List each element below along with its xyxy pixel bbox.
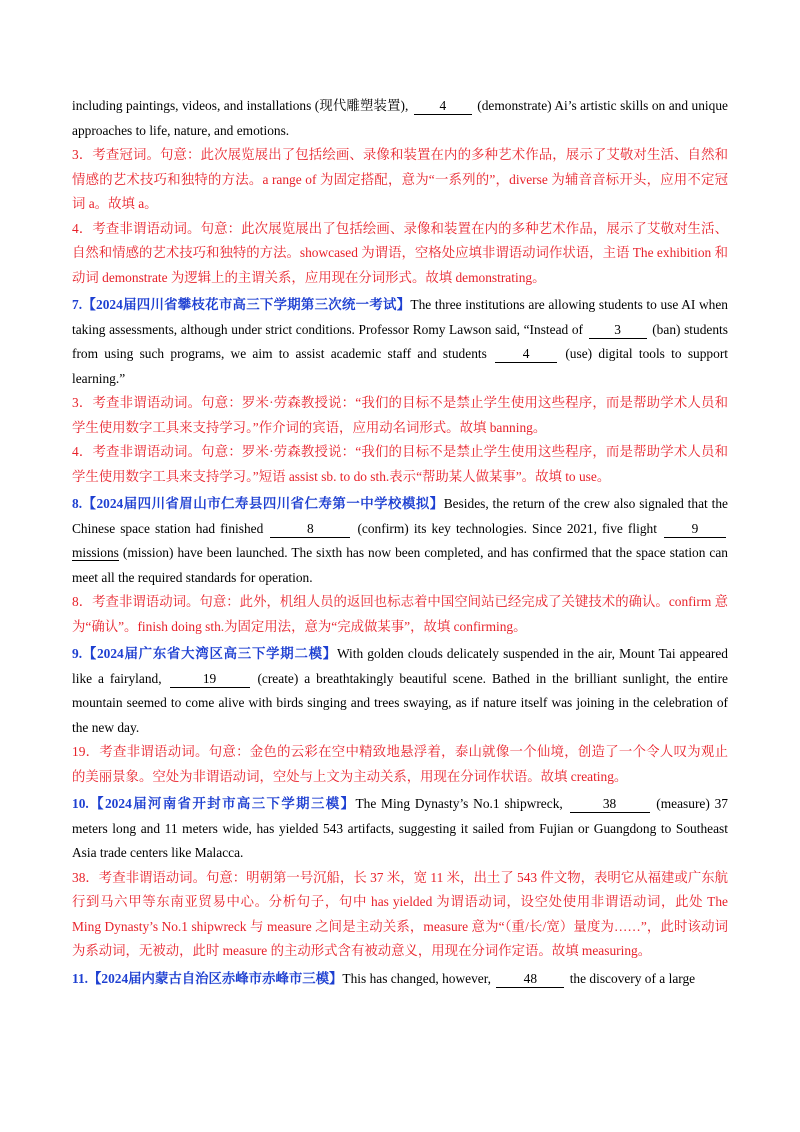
passage-text: (demonstrate) Ai’s artistic skills on and unique approaches to life, nature, and emotions. [72, 98, 728, 138]
question-source: 11.【2024届内蒙古自治区赤峰市赤峰市三模】 [72, 970, 343, 986]
passage-text: (ban) students from using such programs, we aim to assist academic staff and students [72, 321, 728, 361]
answer-explanation: 38．考查非谓语动词。句意：明朝第一号沉船，长 37 米，宽 11 米，出土了 543 件文物，表明它从福建或广东航行到马六甲等东南亚贸易中心。分析句子，句中 has yielded 为谓语动词，设空处使用非谓语动词，此处 The Ming Dynasty’s No.1 shipwreck 与 measure 之间是主动关系，measure 意为“（重/长/宽）量度为……”，此时该动词为系动词，无被动，此时 measure 的主动形式含有被动意义，用现在分词作定语。故填 measuring。 [72, 869, 728, 958]
question-source: 9.【2024届广东省大湾区高三下学期二模】 [72, 646, 337, 661]
question-paragraph [72, 293, 728, 391]
answer-blank: 4 [495, 346, 557, 363]
answer-blank: 9 [664, 521, 726, 538]
passage-text: the discovery of a large [566, 970, 696, 986]
passage-text: (create) a breathtakingly beautiful scene. Bathed in the brilliant sunlight, the entire mountain seemed to come alive with birds singing and trees swaying, as if nature itself was joining in the celebration of the new day. [72, 670, 729, 735]
question-source: 7.【2024届四川省攀枝花市高三下学期第三次统一考试】 [72, 297, 411, 312]
answer-blank: 48 [496, 971, 564, 988]
passage-text: The three institutions are allowing students to use AI when taking assessments, although under strict conditions. Professor Romy Lawson said, “Instead of [72, 297, 728, 337]
answer-explanation: 3．考查冠词。句意：此次展览展出了包括绘画、录像和装置在内的多种艺术作品，展示了艾敬对生活、自然和情感的艺术技巧和独特的方法。a range of 为固定搭配，意为“一系列的”，diverse 为辅音音标开头，应用不定冠词 a。故填 a。 [72, 147, 728, 211]
passage-text: (mission) have been launched. The sixth has now been completed, and has confirmed that the space station can meet all the required standards for operation. [72, 545, 728, 585]
passage-text [72, 94, 728, 143]
question-paragraph [72, 792, 728, 866]
question-source: 8.【2024届四川省眉山市仁寿县四川省仁寿第一中学校模拟】 [72, 496, 444, 511]
answer-blank: 4 [414, 98, 472, 115]
passage-text: The Ming Dynasty’s No.1 shipwreck, [355, 796, 568, 811]
answer-blank: 38 [570, 796, 650, 813]
passage-text: including paintings, videos, and installations (现代雕塑装置), [72, 98, 412, 113]
answer-explanation: 19．考查非谓语动词。句意：金色的云彩在空中精致地悬浮着，泰山就像一个仙境，创造了一个令人叹为观止的美丽景象。空处为非谓语动词，空处与上文为主动关系，用现在分词作状语。故填 creating。 [72, 744, 728, 784]
answer-blank: 3 [589, 322, 647, 339]
answer-explanation: 4．考查非谓语动词。句意：此次展览展出了包括绘画、录像和装置在内的多种艺术作品，展示了艾敬对生活、自然和情感的艺术技巧和独特的方法。showcased 为谓语，空格处应填非谓语动词作状语，主语 The exhibition 和动词 demonstrate 为逻辑上的主谓关系，应用现在分词形式。故填 demonstrating。 [72, 220, 728, 285]
question-source: 10.【2024届河南省开封市高三下学期三模】 [72, 796, 356, 811]
answer-blank: 19 [170, 671, 250, 688]
passage-text: This has changed, however, [342, 970, 495, 986]
passage-text: Besides, the return of the crew also signaled that the Chinese space station had finished [72, 496, 728, 536]
passage-text: With golden clouds delicately suspended in the air, Mount Tai appeared like a fairyland, [72, 646, 728, 686]
passage-text: (measure) 37 meters long and 11 meters wide, has yielded 543 artifacts, suggesting it sailed from Fujian or Guangdong to Southeast Asia trade centers like Malacca. [72, 796, 728, 860]
answer-blank: 8 [270, 521, 350, 538]
document-body [72, 94, 728, 991]
question-paragraph [72, 492, 728, 590]
passage-text: (use) digital tools to support learning.” [72, 346, 729, 386]
answer-explanation: 3．考查非谓语动词。句意：罗米·劳森教授说：“我们的目标不是禁止学生使用这些程序，而是帮助学术人员和学生使用数字工具来支持学习。”作介词的宾语，应用动名词形式。故填 banning。 [72, 395, 728, 435]
question-paragraph [72, 967, 728, 992]
passage-text: (confirm) its key technologies. Since 2021, five flight [352, 520, 663, 536]
answer-explanation: 4．考查非谓语动词。句意：罗米·劳森教授说：“我们的目标不是禁止学生使用这些程序，而是帮助学术人员和学生使用数字工具来支持学习。”短语 assist sb. to do sth.表示“帮助某人做某事”。故填 to use。 [72, 444, 728, 484]
underlined-answer: missions [72, 545, 119, 560]
answer-explanation: 8．考查非谓语动词。句意：此外，机组人员的返回也标志着中国空间站已经完成了关键技术的确认。confirm 意为“确认”。finish doing sth.为固定用法，意为“完成做某事”，故填 confirming。 [72, 594, 728, 634]
question-paragraph [72, 642, 728, 740]
